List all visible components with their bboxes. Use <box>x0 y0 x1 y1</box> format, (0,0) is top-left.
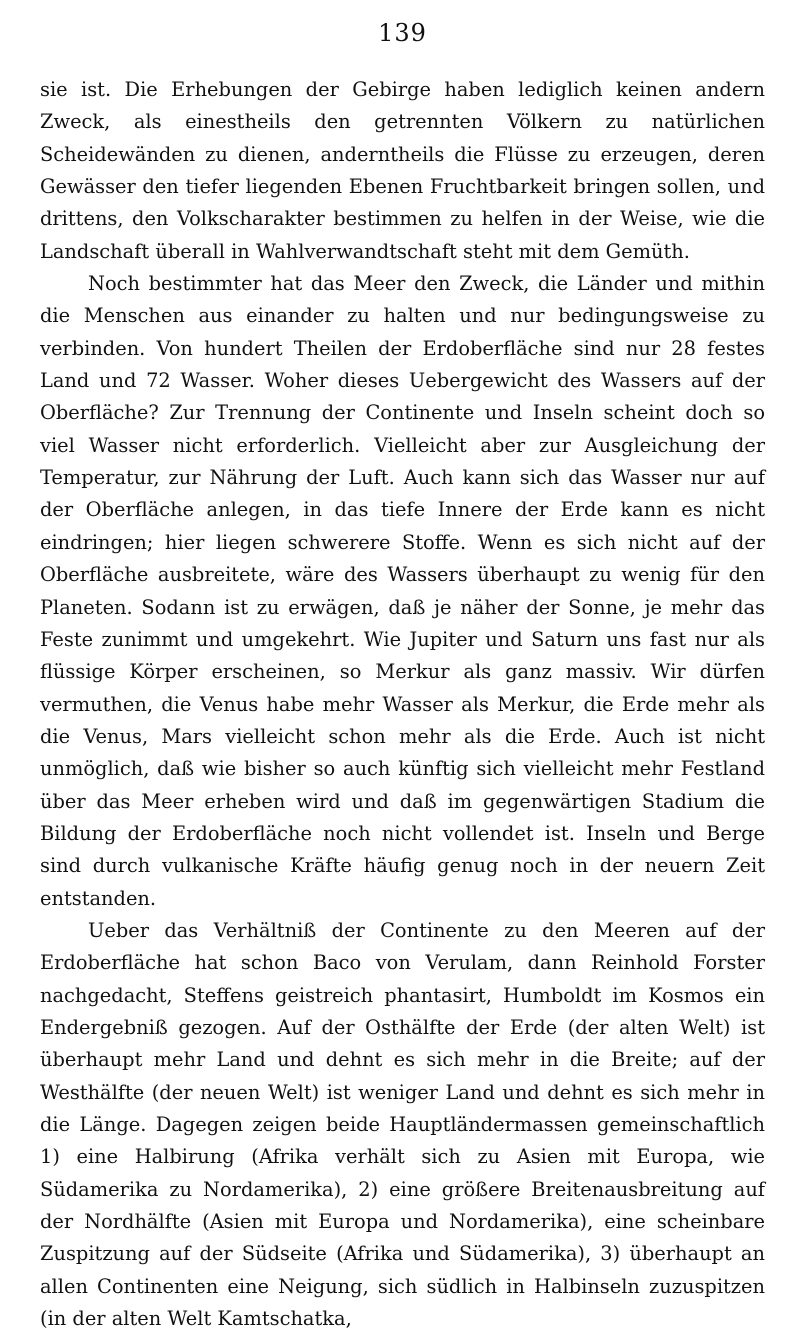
paragraph-2: Noch bestimmter hat das Meer den Zweck, die Länder und mithin die Menschen aus einander zu halten und nur bedingungsweise zu verbinden. Von hundert Theilen der Erdoberfläche sind nur 28 festes Land und 72 Wasser. Woher dieses Uebergewicht des Wassers auf der Oberfläche? Zur Trennung der Continente und Inseln scheint doch so viel Wasser nicht erforderlich. Vielleicht aber zur Ausgleichung der Temperatur, zur Nährung der Luft. Auch kann sich das Wasser nur auf der Oberfläche anlegen, in das tiefe Innere der Erde kann es nicht eindringen; hier liegen schwerere Stoffe. Wenn es sich nicht auf der Oberfläche ausbreitete, wäre des Wassers überhaupt zu wenig für den Planeten. Sodann ist zu erwägen, daß je näher der Sonne, je mehr das Feste zunimmt und umgekehrt. Wie Jupiter und Saturn uns fast nur als flüssige Körper erscheinen, so Merkur als ganz massiv. Wir dürfen vermuthen, die Venus habe mehr Wasser als Merkur, die Erde mehr als die Venus, Mars vielleicht schon mehr als die Erde. Auch ist nicht unmöglich, daß wie bisher so auch künftig sich vielleicht mehr Festland über das Meer erheben wird und daß im gegenwärtigen Stadium die Bildung der Erdoberfläche noch nicht vollendet ist. Inseln und Berge sind durch vulkanische Kräfte häufig genug noch in der neuern Zeit entstanden. <box>40 272 765 910</box>
page-number: 139 <box>378 19 427 47</box>
paragraph-3: Ueber das Verhältniß der Continente zu den Meeren auf der Erdoberfläche hat schon Baco von Verulam, dann Reinhold Forster nachgedacht, Steffens geistreich phantasirt, Humboldt im Kosmos ein Endergebniß gezogen. Auf der Osthälfte der Erde (der alten Welt) ist überhaupt mehr Land und dehnt es sich mehr in die Breite; auf der Westhälfte (der neuen Welt) ist weniger Land und dehnt es sich mehr in die Länge. Dagegen zeigen beide Hauptländermassen gemeinschaftlich 1) eine Halbirung (Afrika verhält sich zu Asien mit Europa, wie Südamerika zu Nordamerika), 2) eine größere Breitenausbreitung auf der Nordhälfte (Asien mit Europa und Nordamerika), eine scheinbare Zuspitzung auf der Südseite (Afrika und Südamerika), 3) überhaupt an allen Continenten eine Neigung, sich südlich in Halbinseln zuzuspitzen (in der alten Welt Kamtschatka, <box>40 918 765 1331</box>
paragraph-1: sie ist. Die Erhebungen der Gebirge haben lediglich keinen andern Zweck, als einestheils den getrennten Völkern zu natürlichen Scheidewänden zu dienen, anderntheils die Flüsse zu erzeugen, deren Gewässer den tiefer liegenden Ebenen Fruchtbarkeit bringen sollen, und drittens, den Volkscharakter bestimmen zu helfen in der Weise, wie die Landschaft überall in Wahlverwandtschaft steht mit dem Gemüth. <box>40 78 765 263</box>
